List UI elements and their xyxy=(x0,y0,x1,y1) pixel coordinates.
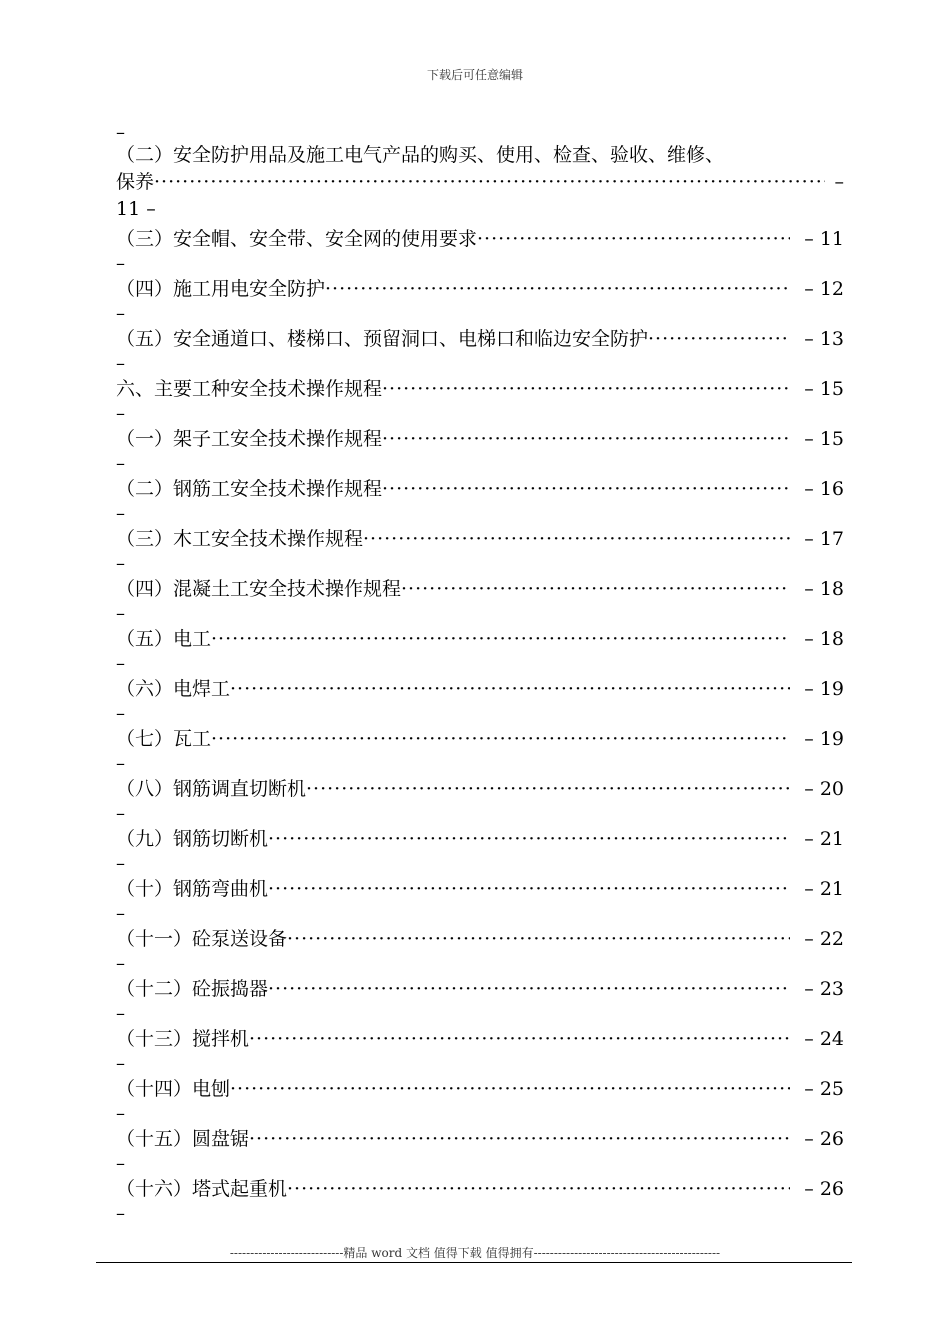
toc-entry[interactable] xyxy=(116,623,844,655)
toc-entry-title-line1: （二）安全防护用品及施工电气产品的购买、使用、检查、验收、维修、 xyxy=(116,144,725,166)
dot-leader xyxy=(648,323,790,355)
toc-entry[interactable] xyxy=(116,273,844,305)
continuation-dash: – xyxy=(116,603,125,624)
toc-entry[interactable] xyxy=(116,823,844,855)
toc-entry-page: – 23 xyxy=(804,978,844,1000)
continuation-dash: – xyxy=(116,653,125,674)
toc-entry-title: （十一）砼泵送设备 xyxy=(116,928,288,950)
continuation-dash: – xyxy=(116,353,125,374)
dot-leader xyxy=(325,273,790,305)
dot-leader xyxy=(230,1073,790,1105)
continuation-dash: – xyxy=(116,1003,125,1024)
toc-entry-page: – 11 xyxy=(804,228,844,250)
toc-entry-title: （九）钢筋切断机 xyxy=(116,828,269,850)
continuation-dash: – xyxy=(116,122,125,143)
toc-entry[interactable] xyxy=(116,773,844,805)
page-header: 下载后可任意编辑 xyxy=(426,68,523,82)
toc-entry-title: （四）混凝土工安全技术操作规程 xyxy=(116,578,402,600)
dot-leader xyxy=(382,423,790,455)
table-of-contents xyxy=(116,124,844,1223)
dot-leader xyxy=(287,1173,790,1205)
toc-entry-page: – 18 xyxy=(804,628,844,650)
continuation-dash: – xyxy=(116,403,125,424)
toc-entry-title: （五）电工 xyxy=(116,628,212,650)
continuation-dash: – xyxy=(116,453,125,474)
toc-entry[interactable] xyxy=(116,923,844,955)
toc-entry-long[interactable] xyxy=(116,142,844,223)
footer-rule xyxy=(96,1262,852,1263)
toc-entry-page: – 26 xyxy=(804,1178,844,1200)
toc-entry-page: – 13 xyxy=(804,328,844,350)
dot-leader xyxy=(477,223,790,255)
toc-entry[interactable] xyxy=(116,473,844,505)
continuation-dash: – xyxy=(116,853,125,874)
toc-entry-title: （三）木工安全技术操作规程 xyxy=(116,528,364,550)
toc-entry-title: （十三）搅拌机 xyxy=(116,1028,250,1050)
toc-entry-page: – 24 xyxy=(804,1028,844,1050)
toc-entry[interactable] xyxy=(116,1123,844,1155)
toc-entry-title: （十二）砼振捣器 xyxy=(116,978,269,1000)
toc-entry[interactable] xyxy=(116,723,844,755)
toc-entry-page: – 22 xyxy=(804,928,844,950)
toc-entry-title: （五）安全通道口、楼梯口、预留洞口、电梯口和临边安全防护 xyxy=(116,328,649,350)
toc-entry-page: – 20 xyxy=(804,778,844,800)
dot-leader xyxy=(382,373,790,405)
dot-leader xyxy=(363,523,790,555)
continuation-dash: – xyxy=(116,953,125,974)
toc-entry-title: （八）钢筋调直切断机 xyxy=(116,778,307,800)
toc-entry-title: （二）钢筋工安全技术操作规程 xyxy=(116,478,383,500)
toc-entry-title: （十）钢筋弯曲机 xyxy=(116,878,269,900)
toc-entry[interactable] xyxy=(116,423,844,455)
dot-leader xyxy=(211,723,790,755)
continuation-dash: – xyxy=(116,803,125,824)
toc-entry[interactable] xyxy=(116,973,844,1005)
dot-leader xyxy=(268,823,790,855)
toc-entry[interactable] xyxy=(116,1173,844,1205)
toc-entry[interactable] xyxy=(116,1023,844,1055)
dot-leader xyxy=(268,973,790,1005)
toc-entry-page: – 15 xyxy=(804,378,844,400)
toc-entry[interactable] xyxy=(116,673,844,705)
dot-leader xyxy=(401,573,790,605)
continuation-dash: – xyxy=(116,753,125,774)
toc-entry-title-line2: 保养 xyxy=(116,171,155,193)
page-dash: – xyxy=(834,171,844,193)
toc-entry-page: – 12 xyxy=(804,278,844,300)
toc-entry-page: – 21 xyxy=(804,828,844,850)
toc-entry[interactable] xyxy=(116,873,844,905)
continuation-dash: – xyxy=(116,553,125,574)
toc-entry[interactable] xyxy=(116,223,844,255)
toc-entry-title: （七）瓦工 xyxy=(116,728,212,750)
toc-entry[interactable] xyxy=(116,523,844,555)
dot-leader xyxy=(382,473,790,505)
toc-entry-page: – 19 xyxy=(804,678,844,700)
dot-leader xyxy=(306,773,790,805)
toc-entry-title: （四）施工用电安全防护 xyxy=(116,278,326,300)
toc-entry[interactable] xyxy=(116,323,844,355)
dot-leader xyxy=(211,623,790,655)
continuation-dash: – xyxy=(116,1153,125,1174)
toc-entry[interactable] xyxy=(116,573,844,605)
toc-entry-title: 六、主要工种安全技术操作规程 xyxy=(116,378,383,400)
dot-leader xyxy=(249,1023,790,1055)
continuation-dash: – xyxy=(116,1053,125,1074)
dot-leader xyxy=(230,673,790,705)
continuation-dash: – xyxy=(116,503,125,524)
toc-entry-title: （六）电焊工 xyxy=(116,678,231,700)
toc-entry-page: – 15 xyxy=(804,428,844,450)
toc-entry-page: – 25 xyxy=(804,1078,844,1100)
continuation-dash: – xyxy=(116,1203,125,1224)
toc-entry-title: （十六）塔式起重机 xyxy=(116,1178,288,1200)
continuation-dash: – xyxy=(116,903,125,924)
toc-entry[interactable] xyxy=(116,373,844,405)
toc-entry-page: – 16 xyxy=(804,478,844,500)
toc-entry-title: （三）安全帽、安全带、安全网的使用要求 xyxy=(116,228,478,250)
toc-entry-title: （十五）圆盘锯 xyxy=(116,1128,250,1150)
toc-entry-page: – 21 xyxy=(804,878,844,900)
page-footer: ----------------------------精品 word 文档 值得下载 值得拥有---------------------------------------------- xyxy=(229,1246,721,1260)
toc-entry-title: （一）架子工安全技术操作规程 xyxy=(116,428,383,450)
toc-entry-title: （十四）电刨 xyxy=(116,1078,231,1100)
toc-entry-page: 11 – xyxy=(116,198,156,220)
toc-entries xyxy=(116,223,844,1223)
toc-entry-page: – 18 xyxy=(804,578,844,600)
toc-entry[interactable] xyxy=(116,1073,844,1105)
dot-leader xyxy=(268,873,790,905)
continuation-dash: – xyxy=(116,303,125,324)
toc-entry-page: – 26 xyxy=(804,1128,844,1150)
dot-leader xyxy=(287,923,790,955)
toc-entry-page: – 19 xyxy=(804,728,844,750)
toc-entry-page: – 17 xyxy=(804,528,844,550)
continuation-dash: – xyxy=(116,1103,125,1124)
dot-leader xyxy=(249,1123,790,1155)
dot-leader xyxy=(154,169,824,196)
continuation-dash: – xyxy=(116,253,125,274)
continuation-dash: – xyxy=(116,703,125,724)
